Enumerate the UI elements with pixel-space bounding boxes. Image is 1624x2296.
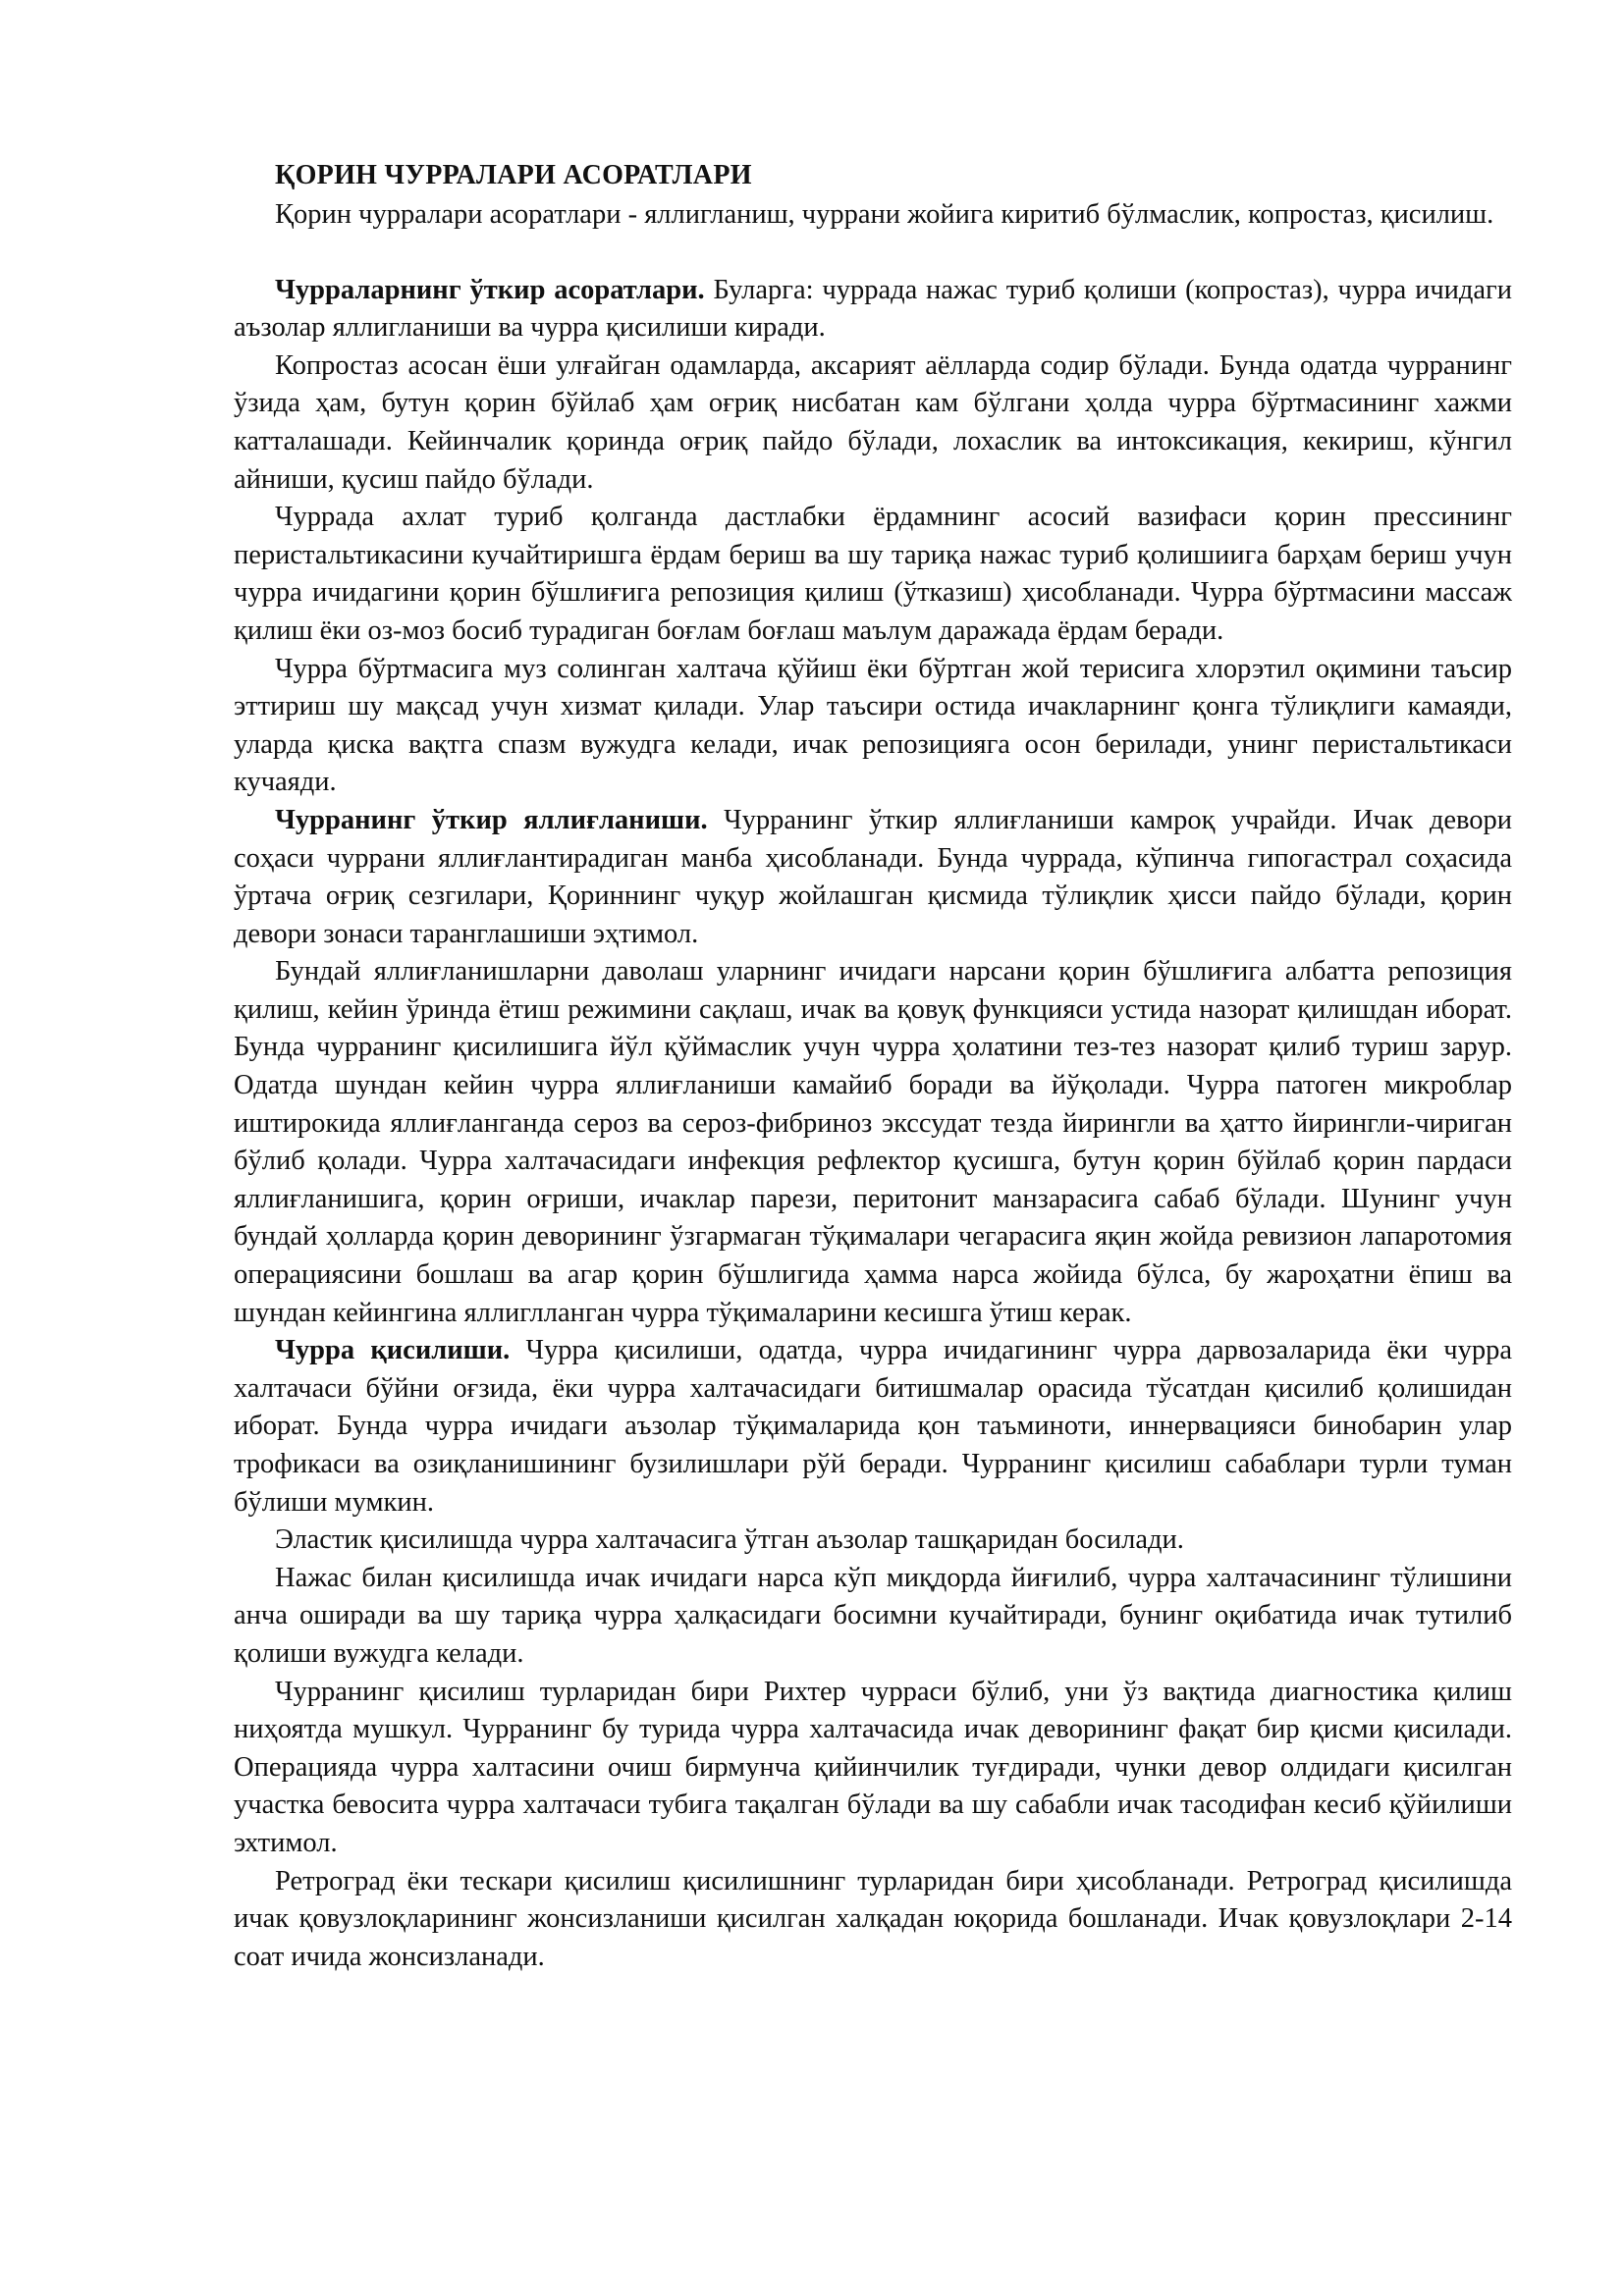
paragraph-elastic: Эластик қисилишда чурра халтачасига ўтган аъзолар ташқаридан босилади. — [275, 1524, 1184, 1556]
intro-paragraph: Қорин чурралари асоратлари - яллигланиш, чуррани жойига киритиб бўлмаслик, копростаз, қисилиш. — [275, 199, 1494, 230]
blank-line — [234, 235, 1512, 272]
section-strangulation — [234, 1332, 1512, 1522]
document-page — [234, 157, 1512, 1976]
paragraph-treatment: Бундай яллиғланишларни даволаш уларнинг ичидаги нарсани қорин бўшлиғига албатта репозиция қилиш, кейин ўринда ётиш режимини сақлаш, ичак ва қовуқ функцияси устида назорат қилишдан иборат. Бунда чурранинг қисилишига йўл қўймаслик учун чурра ҳолатини тез-тез назорат қилиб туриш зарур. Одатда шундан кейин чурра яллиғланиши камайиб боради ва йўқолади. Чурра патоген микроблар иштирокида яллиғланганда сероз ва сероз-фибриноз экссудат тезда йирингли ва ҳатто йирингли-чириган бўлиб қолади. Чурра халтачасидаги инфекция рефлектор қусишга, бутун қорин бўйлаб қорин пардаси яллиғланишига, қорин оғриши, ичаклар парези, перитонит манзарасига сабаб бўлади. Шунинг учун бундай ҳолларда қорин деворининг ўзгармаган тўқималари чегарасига яқин жойда ревизион лапаротомия операциясини бошлаш ва агар қорин бўшлигида ҳамма нарса жойида бўлса, бу жароҳатни ёпиш ва шундан кейингина яллиглланган чурра тўқималарини кесишга ўтиш керак. — [234, 956, 1512, 1328]
section-acute-inflammation — [234, 802, 1512, 953]
paragraph-richter: Чурранинг қисилиш турларидан бири Рихтер чурраси бўлиб, уни ўз вақтида диагностика қилиш ниҳоятда мушкул. Чурранинг бу турида чурра халтачасида ичак деворининг фақат бир қисми қисилади. Операцияда чурра халтасини очиш бирмунча қийинчилик туғдиради, чунки девор олдидаги қисилган участка бевосита чурра халтачаси тубига тақалган бўлади ва шу сабабли ичак тасодифан кесиб қўйилиши эхтимол. — [234, 1676, 1512, 1858]
document-title: ҚОРИН ЧУРРАЛАРИ АСОРАТЛАРИ — [275, 160, 752, 190]
section-heading: Чурранинг ўткир яллиғланиши. — [275, 804, 708, 835]
section-text: Чурра қисилиши, одатда, чурра ичидагининг чурра дарвозаларида ёки чурра халтачаси бўйни оғзида, ёки чурра халтачасидаги битишмалар орасида тўсатдан қисилиб қолишидан иборат. Бунда чурра ичидаги аъзолар тўқималарида қон таъминоти, иннервацияси бинобарин улар трофикаси ва озиқланишининг бузилишлари рўй беради. Чурранинг қисилиш сабаблари турли туман бўлиши мумкин. — [234, 1335, 1512, 1518]
section-text: Чурранинг ўткир яллиғланиши камроқ учрайди. Ичак девори соҳаси чуррани яллиғлантирадиган манба ҳисобланади. Бунда чуррада, кўпинча гипогастрал соҳасида ўртача оғриқ сезгилари, Қориннинг чуқур жойлашган қисмида тўлиқлик ҳисси пайдо бўлади, қорин девори зонаси таранглашиши эҳтимол. — [234, 804, 1512, 949]
paragraph-fecal: Нажас билан қисилишда ичак ичидаги нарса кўп миқдорда йиғилиб, чурра халтачасининг тўлишини анча оширади ва шу тариқа чурра ҳалқасидаги босимни кучайтиради, бунинг оқибатида ичак тутилиб қолиши вужудга келади. — [234, 1562, 1512, 1669]
section-text: Буларга: чуррада нажас туриб қолиши (копростаз), чурра ичидаги аъзолар яллигланиши ва чурра қисилиши киради. — [234, 274, 1512, 344]
section-heading: Чурра қисилиши. — [275, 1335, 511, 1366]
section-heading: Чурраларнинг ўткир асоратлари. — [275, 274, 705, 305]
paragraph-coprostasis: Копростаз асосан ёши улғайган одамларда, аксарият аёлларда содир бўлади. Бунда одатда чурранинг ўзида ҳам, бутун қорин бўйлаб ҳам оғриқ нисбатан кам бўлгани ҳолда чурра бўртмасининг хажми катталашади. Кейинчалик қоринда оғриқ пайдо бўлади, лохаслик ва интоксикация, кекириш, кўнгил айниши, қусиш пайдо бўлади. — [234, 349, 1512, 495]
paragraph-ice-pack: Чурра бўртмасига муз солинган халтача қўйиш ёки бўртган жой терисига хлорэтил оқимини таъсир эттириш шу мақсад учун хизмат қилади. Улар таъсири остида ичакларнинг қонга тўлиқлиги камаяди, уларда қиска вақтга спазм вужудга келади, ичак репозицияга осон берилади, унинг перистальтикаси кучаяди. — [234, 653, 1512, 798]
paragraph-retrograde: Ретроград ёки тескари қисилиш қисилишнинг турларидан бири ҳисобланади. Ретроград қисилишда ичак қовузлоқларининг жонсизланиши қисилган халқадан юқорида бошланади. Ичак қовузлоқлари 2-14 соат ичида жонсизланади. — [234, 1865, 1512, 1972]
paragraph-first-aid: Чуррада ахлат туриб қолганда дастлабки ёрдамнинг асосий вазифаси қорин прессининг перистальтикасини кучайтиришга ёрдам бериш ва шу тариқа нажас туриб қолишиига барҳам бериш учун чурра ичидагини қорин бўшлиғига репозиция қилиш (ўтказиш) ҳисобланади. Чурра бўртмасини массаж қилиш ёки оз-моз босиб турадиган боғлам боғлаш маълум даражада ёрдам беради. — [234, 502, 1512, 646]
section-acute-complications — [234, 272, 1512, 347]
